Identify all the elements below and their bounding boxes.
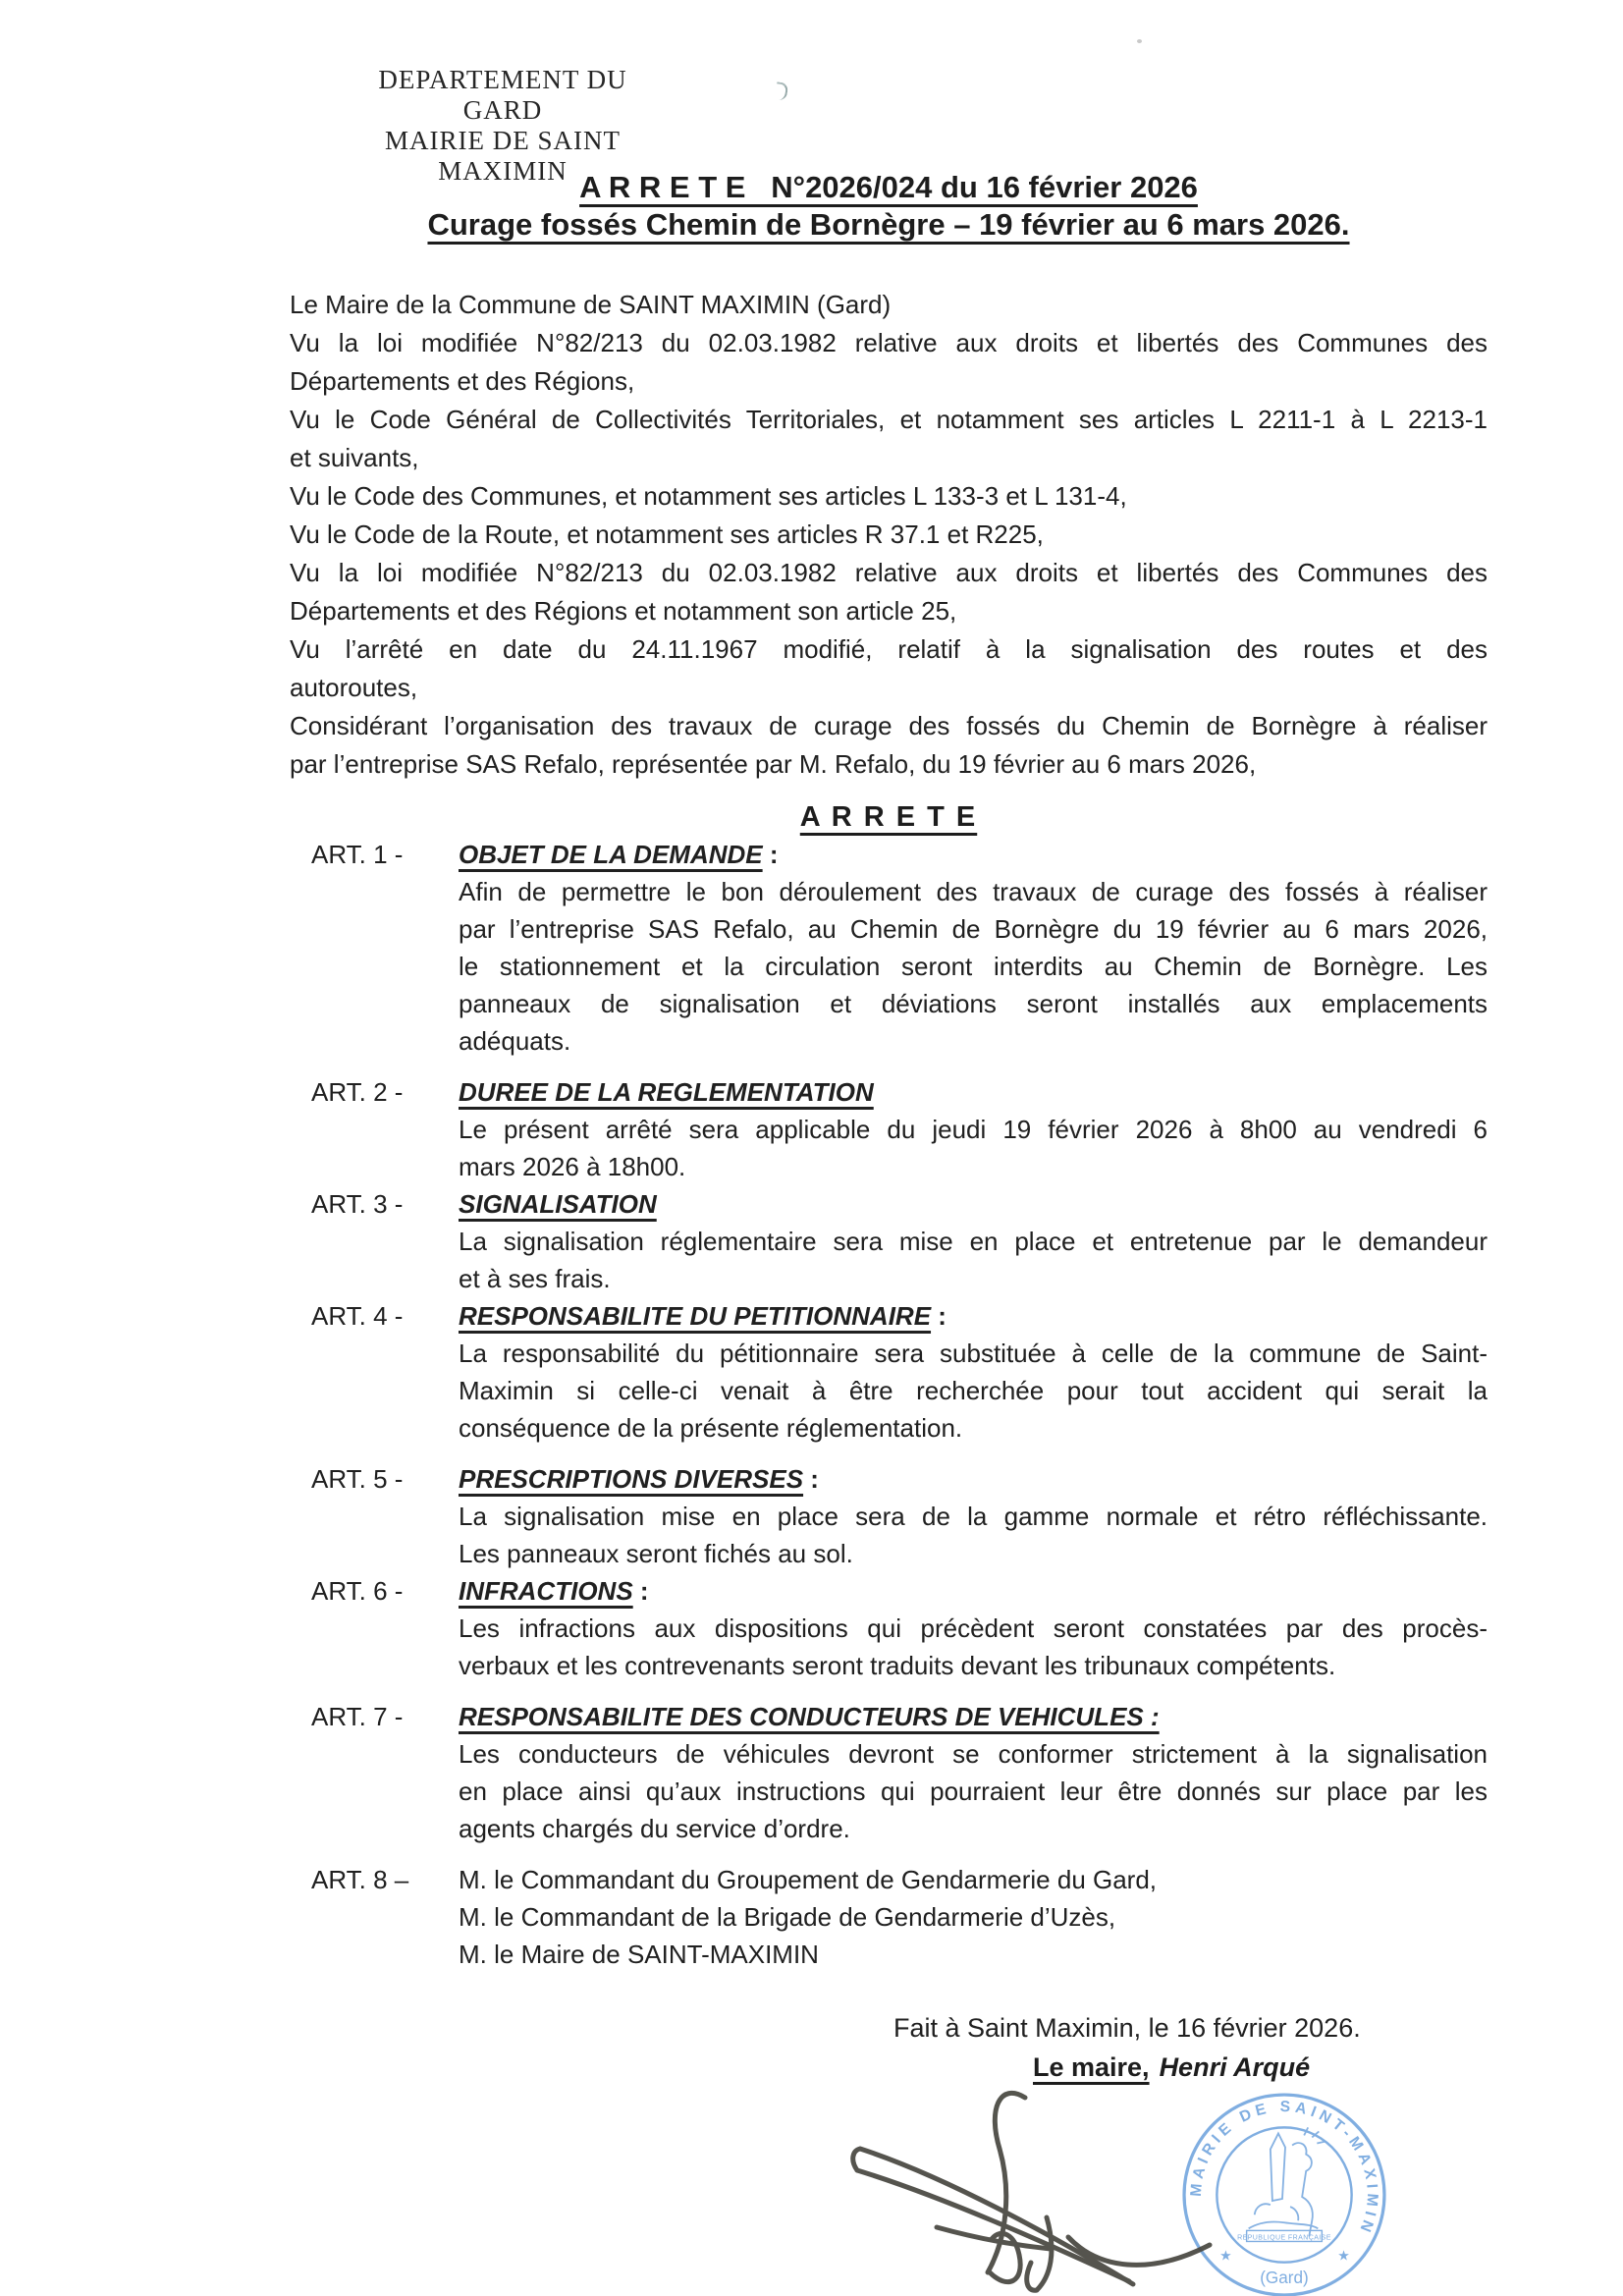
article-title-text: SIGNALISATION (459, 1189, 657, 1219)
article-line: en place ainsi qu’aux instructions qui pourraient leur être donnés sur place par les (459, 1777, 1488, 1806)
article (290, 1460, 1488, 1572)
article-line: Le présent arrêté sera applicable du jeudi 19 février 2026 à 8h00 au vendredi 6 (459, 1115, 1488, 1144)
stamp-star-left-icon: ★ (1219, 2247, 1232, 2264)
article-title (459, 1698, 1488, 1735)
articles (290, 836, 1488, 1973)
preamble-line: Vu le Code Général de Collectivités Territoriales, et notamment ses articles L 2211-1 à L 2213-1 (290, 405, 1488, 434)
section-heading (290, 797, 1488, 837)
article-line: M. le Commandant de la Brigade de Gendarmerie d’Uzès, (459, 1902, 1116, 1932)
article-line: panneaux de signalisation et déviations seront installés aux emplacements (459, 989, 1488, 1018)
preamble-paragraph (290, 401, 1488, 477)
preamble-paragraph (290, 707, 1488, 784)
article-label: ART. 8 – (311, 1865, 409, 1894)
article-line: par l’entreprise SAS Refalo, au Chemin de Bornègre du 19 février au 6 mars 2026, (459, 914, 1488, 944)
article-title (459, 1572, 1488, 1610)
article-title-colon: : (803, 1464, 819, 1494)
article-line: le stationnement et la circulation seront interdits au Chemin de Bornègre. Les (459, 952, 1488, 981)
preamble-line: Vu la loi modifiée N°82/213 du 02.03.1982 relative aux droits et libertés des Communes des (290, 328, 1488, 357)
article-title-text: RESPONSABILITE DES CONDUCTEURS DE VEHICULES : (459, 1702, 1160, 1731)
article-line: Afin de permettre le bon déroulement des travaux de curage des fossés à réaliser (459, 877, 1488, 906)
article-line: verbaux et les contrevenants seront traduits devant les tribunaux compétents. (459, 1651, 1336, 1680)
article (290, 1185, 1488, 1297)
stamp-banner-text: REPUBLIQUE FRANÇAISE (1237, 2234, 1331, 2242)
article-line: et à ses frais. (459, 1264, 611, 1293)
article-title-text: RESPONSABILITE DU PETITIONNAIRE (459, 1301, 932, 1331)
preamble (290, 286, 1488, 784)
article (290, 836, 1488, 1060)
article-label: ART. 4 - (311, 1301, 404, 1331)
preamble-line: Considérant l’organisation des travaux de curage des fossés du Chemin de Bornègre à réaliser (290, 711, 1488, 740)
article (290, 1073, 1488, 1185)
article-title-colon: : (762, 840, 779, 869)
article-title (459, 836, 1488, 873)
article-line: Les conducteurs de véhicules devront se conformer strictement à la signalisation (459, 1739, 1488, 1769)
article-line: mars 2026 à 18h00. (459, 1152, 686, 1181)
preamble-line: Départements et des Régions, (290, 366, 635, 396)
article-label: ART. 7 - (311, 1702, 404, 1731)
article-title-text: DUREE DE LA REGLEMENTATION (459, 1077, 874, 1107)
article-title (459, 1073, 1488, 1111)
article-line: adéquats. (459, 1026, 571, 1056)
article-line: agents chargés du service d’ordre. (459, 1814, 850, 1843)
article-label: ART. 6 - (311, 1576, 404, 1606)
article-line: La signalisation réglementaire sera mise en place et entretenue par le demandeur (459, 1227, 1488, 1256)
article-label: ART. 3 - (311, 1189, 404, 1219)
article (290, 1861, 1488, 1973)
article-line: Les infractions aux dispositions qui précèdent seront constatées par des procès- (459, 1613, 1488, 1643)
preamble-paragraph (290, 324, 1488, 401)
scan-artifact-squiggle (775, 82, 788, 100)
stamp-arc-text: MAIRIE DE SAINT-MAXIMIN (1187, 2098, 1381, 2239)
preamble-line: Vu la loi modifiée N°82/213 du 02.03.1982 relative aux droits et libertés des Communes des (290, 558, 1488, 587)
stamp-star-right-icon: ★ (1337, 2247, 1350, 2264)
preamble-paragraph (290, 516, 1488, 554)
article-label: ART. 2 - (311, 1077, 404, 1107)
article (290, 1572, 1488, 1684)
doc-title-line1 (290, 169, 1488, 206)
preamble-paragraph (290, 630, 1488, 707)
doc-title-line2 (290, 206, 1488, 244)
article-line: La responsabilité du pétitionnaire sera substituée à celle de la commune de Saint- (459, 1339, 1488, 1368)
article-line: La signalisation mise en place sera de la gamme normale et rétro réfléchissante. (459, 1502, 1488, 1531)
preamble-paragraph (290, 477, 1488, 516)
preamble-line: Départements et des Régions et notamment son article 25, (290, 596, 957, 626)
article-label: ART. 5 - (311, 1464, 404, 1494)
article-title (459, 1297, 1488, 1335)
signature-icon (842, 2080, 1265, 2296)
preamble-line: Vu le Code des Communes, et notamment ses articles L 133-3 et L 131-4, (290, 481, 1127, 511)
preamble-paragraph (290, 286, 1488, 324)
preamble-line: par l’entreprise SAS Refalo, représentée par M. Refalo, du 19 février au 6 mars 2026, (290, 749, 1257, 779)
article-line: Les panneaux seront fichés au sol. (459, 1539, 853, 1568)
preamble-line: Vu le Code de la Route, et notamment ses articles R 37.1 et R225, (290, 519, 1044, 549)
stamp-bottom-text: (Gard) (1260, 2267, 1309, 2287)
preamble-line: et suivants, (290, 443, 419, 472)
article-title (459, 1460, 1488, 1498)
article (290, 1297, 1488, 1447)
scan-artifact-dot (1137, 39, 1142, 43)
preamble-line: autoroutes, (290, 673, 418, 702)
article-line: M. le Commandant du Groupement de Gendarmerie du Gard, (459, 1865, 1158, 1894)
article-title-colon: : (931, 1301, 947, 1331)
doc-title (290, 169, 1488, 244)
org-line-department: DEPARTEMENT DU GARD (378, 65, 627, 125)
signer-role: Le maire, (1033, 2052, 1150, 2082)
article-line: conséquence de la présente réglementation. (459, 1413, 963, 1443)
doc-title-line1-text: A R R E T E N°2026/024 du 16 février 2026 (579, 170, 1198, 204)
article-title-text: OBJET DE LA DEMANDE (459, 840, 763, 869)
preamble-line: Le Maire de la Commune de SAINT MAXIMIN (Gard) (290, 290, 892, 319)
article-title-colon: : (632, 1576, 649, 1606)
section-heading-text: A R R E T E (799, 801, 978, 833)
article (290, 1698, 1488, 1847)
org-line-mairie: MAIRIE DE SAINT MAXIMIN (385, 126, 621, 186)
article-title-text: PRESCRIPTIONS DIVERSES (459, 1464, 804, 1494)
article-title-text: INFRACTIONS (459, 1576, 633, 1606)
article-line: M. le Maire de SAINT-MAXIMIN (459, 1940, 819, 1969)
article-label: ART. 1 - (311, 840, 404, 869)
closing-place-date: Fait à Saint Maximin, le 16 février 2026. (893, 2013, 1361, 2043)
preamble-line: Vu l’arrêté en date du 24.11.1967 modifié, relatif à la signalisation des routes et des (290, 634, 1488, 664)
signer-name: Henri Arqué (1159, 2052, 1311, 2082)
preamble-paragraph (290, 554, 1488, 630)
doc-title-line2-text: Curage fossés Chemin de Bornègre – 19 février au 6 mars 2026. (427, 207, 1350, 242)
article-line: Maximin si celle-ci venait à être recherchée pour tout accident qui serait la (459, 1376, 1488, 1405)
article-title (459, 1185, 1488, 1223)
